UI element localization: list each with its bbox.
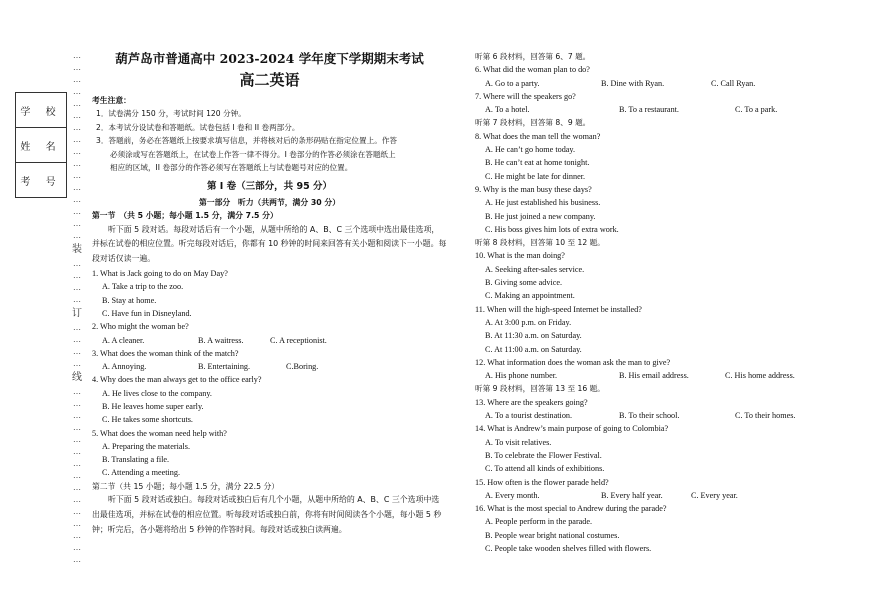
option-c: C. His home address. <box>725 371 795 381</box>
notice-item: 必须涂或写在答题纸上，在试卷上作答一律不得分。I 卷部分的作答必须涂在答题纸上 <box>110 149 396 159</box>
question-stem: 7. Where will the speakers go? <box>475 91 576 101</box>
question-15 <box>475 476 845 503</box>
option-a: A. He can’t go home today. <box>485 145 576 155</box>
material-heading-8: 听第 8 段材料，回答第 10 至 12 题。 <box>475 238 605 248</box>
option-b: B. Translating a file. <box>102 455 170 465</box>
question-stem: 13. Where are the speakers going? <box>475 397 588 407</box>
notice-item: 2．本考试分设试卷和答题纸。试卷包括 I 卷和 II 卷两部分。 <box>96 122 300 132</box>
option-a: A. Take a trip to the zoo. <box>102 282 184 292</box>
option-a: A. To visit relatives. <box>485 437 552 447</box>
question-5 <box>92 427 447 480</box>
question-stem: 1. What is Jack going to do on May Day? <box>92 269 228 279</box>
option-b: B. Entertaining. <box>198 362 251 372</box>
question-stem: 9. Why is the man busy these days? <box>475 184 592 194</box>
binding-line: … … … … … … … … … … … … … … … … 装 … … … … 订 … … … … 线 … … … … … … … … … … … … … … … <box>72 51 82 564</box>
question-2 <box>92 320 447 347</box>
question-stem: 8. What does the man tell the woman? <box>475 131 601 141</box>
option-a: A. To a hotel. <box>485 105 530 115</box>
option-b: B. He can’t eat at home tonight. <box>485 158 590 168</box>
exam-subject: 高二英语 <box>239 71 300 89</box>
option-a: A. Preparing the materials. <box>102 441 190 451</box>
option-b: B. To a restaurant. <box>619 105 679 115</box>
option-b: B. People wear bright national costumes. <box>485 530 620 540</box>
option-a: A. He lives close to the company. <box>102 388 212 398</box>
option-c: C. Call Ryan. <box>711 78 756 88</box>
exam-number-field-label: 考 号 <box>20 176 62 188</box>
question-stem: 6. What did the woman plan to do? <box>475 65 590 75</box>
notice-list <box>92 107 447 174</box>
option-a: A. His phone number. <box>485 371 558 381</box>
option-b: B. His email address. <box>619 371 689 381</box>
section1-heading: 第一节 （共 5 小题；每小题 1.5 分，满分 7.5 分） <box>92 211 278 221</box>
question-stem: 4. Why does the man always get to the office early? <box>92 375 262 385</box>
binding-label-xian: 线 <box>72 372 82 383</box>
left-column <box>92 50 447 537</box>
option-b: B. Stay at home. <box>102 295 157 305</box>
option-a: A. Annoying. <box>102 362 147 372</box>
section2-heading: 第二节（共 15 小题；每小题 1.5 分，满分 22.5 分） <box>92 481 280 491</box>
option-c: C. Every year. <box>691 490 738 500</box>
option-b: B. To their school. <box>619 411 680 421</box>
option-b: B. He just joined a new company. <box>485 211 596 221</box>
option-a: A. A cleaner. <box>102 335 145 345</box>
notice-item: 3．答题前，务必在答题纸上按要求填写信息，并将核对后的条形码贴在指定位置上。作答 <box>96 136 397 146</box>
notice-item: 相应的区域，II 卷部分的作答必须写在答题纸上与试卷题号对应的位置。 <box>110 162 353 172</box>
question-16 <box>475 502 845 555</box>
question-3 <box>92 347 447 374</box>
option-c: C. Making an appointment. <box>485 291 575 301</box>
question-stem: 12. What information does the woman ask the man to give? <box>475 357 671 367</box>
section1-instructions: 听下面 5 段对话。每段对话后有一个小题，从题中所给的 A、B、C 三个选项中选出最佳选项，并标在试卷的相应位置。听完每段对话后，你都有 10 秒钟的时间来回答有关小题和阅读下一小题。每段对话仅读一遍。 <box>92 224 447 264</box>
student-info-box <box>15 92 67 198</box>
option-c: C. His boss gives him lots of extra work. <box>485 224 619 234</box>
name-field-label: 姓 名 <box>16 128 66 163</box>
question-10 <box>475 249 845 302</box>
section2-instructions: 听下面 5 段对话或独白。每段对话或独白后有几个小题，从题中所给的 A、B、C 三个选项中选出最佳选项，并标在试卷的相应位置。听每段对话或独白前，你将有时间阅读各个小题，每小题 5 秒钟；听完后，各小题将给出 5 秒钟的作答时间。每段对话或独白读两遍。 <box>92 495 442 534</box>
question-stem: 2. Who might the woman be? <box>92 322 189 332</box>
option-c: C. Attending a meeting. <box>102 468 180 478</box>
question-13 <box>475 396 845 423</box>
option-a: A. Seeking after-sales service. <box>485 264 585 274</box>
option-c: C. He might be late for dinner. <box>485 171 586 181</box>
material-heading-7: 听第 7 段材料，回答第 8、9 题。 <box>475 118 591 128</box>
right-column <box>475 50 845 555</box>
option-a: A. To a tourist destination. <box>485 411 573 421</box>
question-11 <box>475 303 845 356</box>
option-c: C. A receptionist. <box>270 335 327 345</box>
option-c: C. To a park. <box>735 105 778 115</box>
exam-title: 葫芦岛市普通高中 2023-2024 学年度下学期期末考试 <box>115 51 424 66</box>
option-b: B. Giving some advice. <box>485 278 563 288</box>
question-7 <box>475 90 845 117</box>
volume-heading: 第 I 卷（三部分，共 95 分） <box>207 181 332 193</box>
question-stem: 3. What does the woman think of the match? <box>92 348 239 358</box>
material-heading-6: 听第 6 段材料，回答第 6、7 题。 <box>475 52 591 61</box>
option-c: C. He takes some shortcuts. <box>102 415 193 425</box>
binding-label-ding: 订 <box>72 308 82 319</box>
option-a: A. Go to a party. <box>485 78 540 88</box>
question-stem: 14. What is Andrew’s main purpose of going to Colombia? <box>475 424 669 434</box>
notice-heading: 考生注意： <box>92 96 131 105</box>
notice-item: 1．试卷满分 150 分，考试时间 120 分钟。 <box>96 109 246 119</box>
option-b: B. At 11:30 a.m. on Saturday. <box>485 331 582 341</box>
option-b: B. A waitress. <box>198 335 244 345</box>
option-a: A. People perform in the parade. <box>485 517 593 527</box>
option-c: C. People take wooden shelves filled with flowers. <box>485 543 652 553</box>
option-c: C.Boring. <box>286 362 319 372</box>
question-6 <box>475 63 845 90</box>
option-c: C. At 11:00 a.m. on Saturday. <box>485 344 582 354</box>
question-12 <box>475 356 845 383</box>
option-c: C. To their homes. <box>735 411 796 421</box>
question-4 <box>92 373 447 426</box>
binding-label-zhuang: 装 <box>72 244 82 255</box>
option-a: A. Every month. <box>485 490 540 500</box>
question-stem: 16. What is the most special to Andrew during the parade? <box>475 504 667 514</box>
question-stem: 10. What is the man doing? <box>475 251 565 261</box>
material-heading-9: 听第 9 段材料，回答第 13 至 16 题。 <box>475 384 605 394</box>
option-b: B. He leaves home super early. <box>102 401 204 411</box>
option-b: B. To celebrate the Flower Festival. <box>485 450 602 460</box>
question-stem: 15. How often is the flower parade held? <box>475 477 609 487</box>
option-c: C. To attend all kinds of exhibitions. <box>485 464 605 474</box>
question-14 <box>475 422 845 475</box>
question-1 <box>92 267 447 320</box>
option-c: C. Have fun in Disneyland. <box>102 308 192 318</box>
question-stem: 11. When will the high-speed Internet be installed? <box>475 304 642 314</box>
option-b: B. Every half year. <box>601 490 663 500</box>
option-b: B. Dine with Ryan. <box>601 78 665 88</box>
question-8 <box>475 130 845 183</box>
school-field-label: 学 校 <box>16 93 66 128</box>
option-a: A. He just established his business. <box>485 198 601 208</box>
question-stem: 5. What does the woman need help with? <box>92 428 227 438</box>
option-a: A. At 3:00 p.m. on Friday. <box>485 317 572 327</box>
part-heading: 第一部分 听力（共两节，满分 30 分） <box>198 198 341 208</box>
question-9 <box>475 183 845 236</box>
